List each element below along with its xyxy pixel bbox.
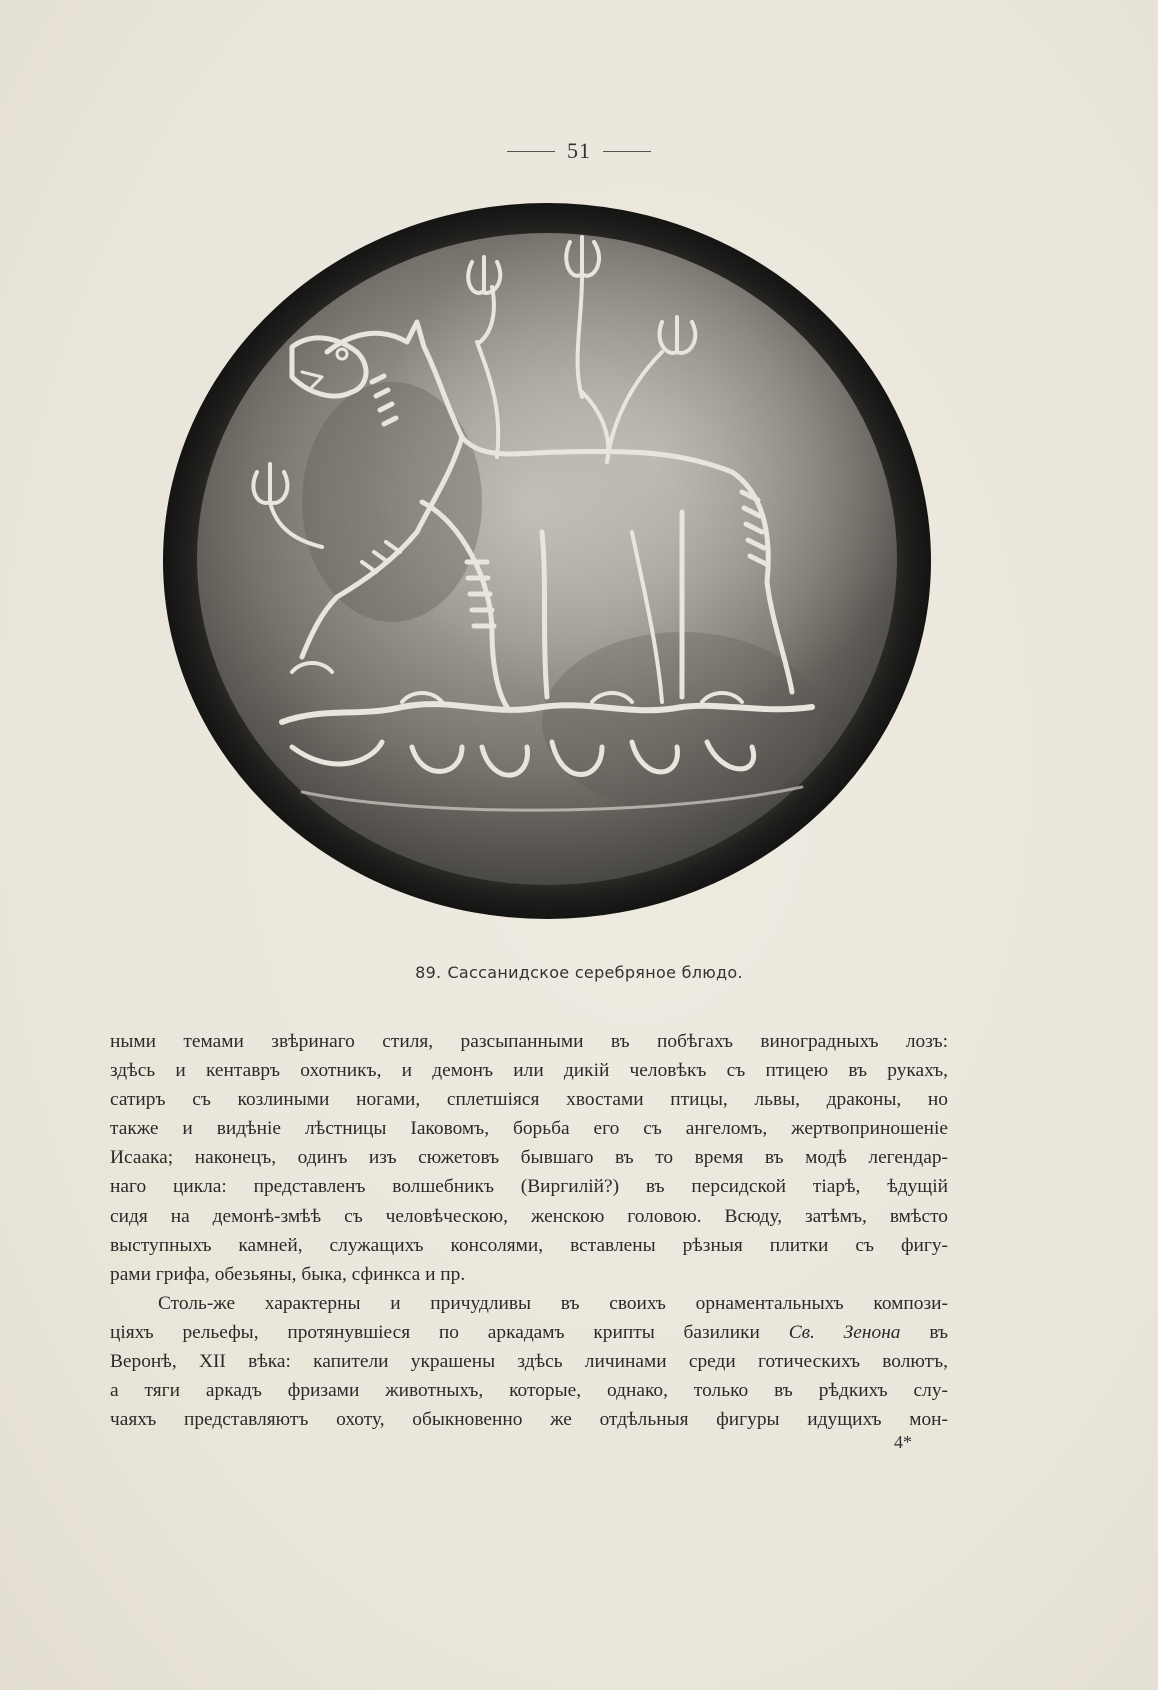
text-line: выступныхъ камней, служащихъ консолями, вставлены рѣзныя плитки съ фигу-	[110, 1234, 948, 1256]
text-fragment: въ	[929, 1321, 949, 1343]
page-header	[0, 138, 1158, 164]
italic-phrase: Св. Зенона	[788, 1321, 901, 1343]
figure-caption	[0, 963, 1158, 982]
text-line: здѣсь и кентавръ охотникъ, и демонъ или дикій человѣкъ съ птицею въ рукахъ,	[110, 1060, 948, 1082]
header-rule-right	[603, 151, 651, 152]
text-line: чаяхъ представляютъ охоту, обыкновенно же отдѣльныя фигуры идущихъ мон-	[110, 1409, 948, 1431]
text-line: также и видѣніе лѣстницы Іаковомъ, борьба его съ ангеломъ, жертвоприношеніе	[110, 1118, 948, 1140]
text-line: Столь-же характерны и причудливы въ своихъ орнаментальныхъ компози-	[158, 1292, 948, 1314]
text-fragment: ціяхъ рельефы, протянувшіеся по аркадамъ крипты базилики	[110, 1321, 760, 1343]
text-line: Исаака; наконецъ, одинъ изъ сюжетовъ бывшаго въ то время въ модѣ легендар-	[110, 1147, 948, 1169]
text-line: сатиръ съ козлиными ногами, сплетшіяся хвостами птицы, львы, драконы, но	[110, 1089, 948, 1111]
page-number: 51	[567, 138, 591, 163]
body-text	[110, 1027, 948, 1434]
text-line: сидя на демонѣ-змѣѣ съ человѣческою, женскою головою. Всюду, затѣмъ, вмѣсто	[110, 1205, 948, 1227]
text-line: а тяги аркадъ фризами животныхъ, которые, однако, только въ рѣдкихъ слу-	[110, 1380, 948, 1402]
text-line: ными темами звѣринаго стиля, разсыпанными въ побѣгахъ виноградныхъ лозъ:	[110, 1031, 948, 1052]
header-rule-left	[507, 151, 555, 152]
text-line	[110, 1318, 948, 1347]
text-line: рами грифа, обезьяны, быка, сфинкса и пр.	[110, 1263, 466, 1285]
signature-mark: 4*	[894, 1432, 912, 1452]
text-line: Веронѣ, XII вѣка: капители украшены здѣсь личинами среди готическихъ волютъ,	[110, 1351, 948, 1373]
sassanid-silver-dish-illustration	[162, 202, 932, 920]
text-line: наго цикла: представленъ волшебникъ (Виргилій?) въ персидской тіарѣ, ѣдущій	[110, 1176, 948, 1198]
figure-number: 89.	[415, 963, 442, 982]
figure-caption-text: Сассанидское серебряное блюдо.	[447, 963, 743, 982]
